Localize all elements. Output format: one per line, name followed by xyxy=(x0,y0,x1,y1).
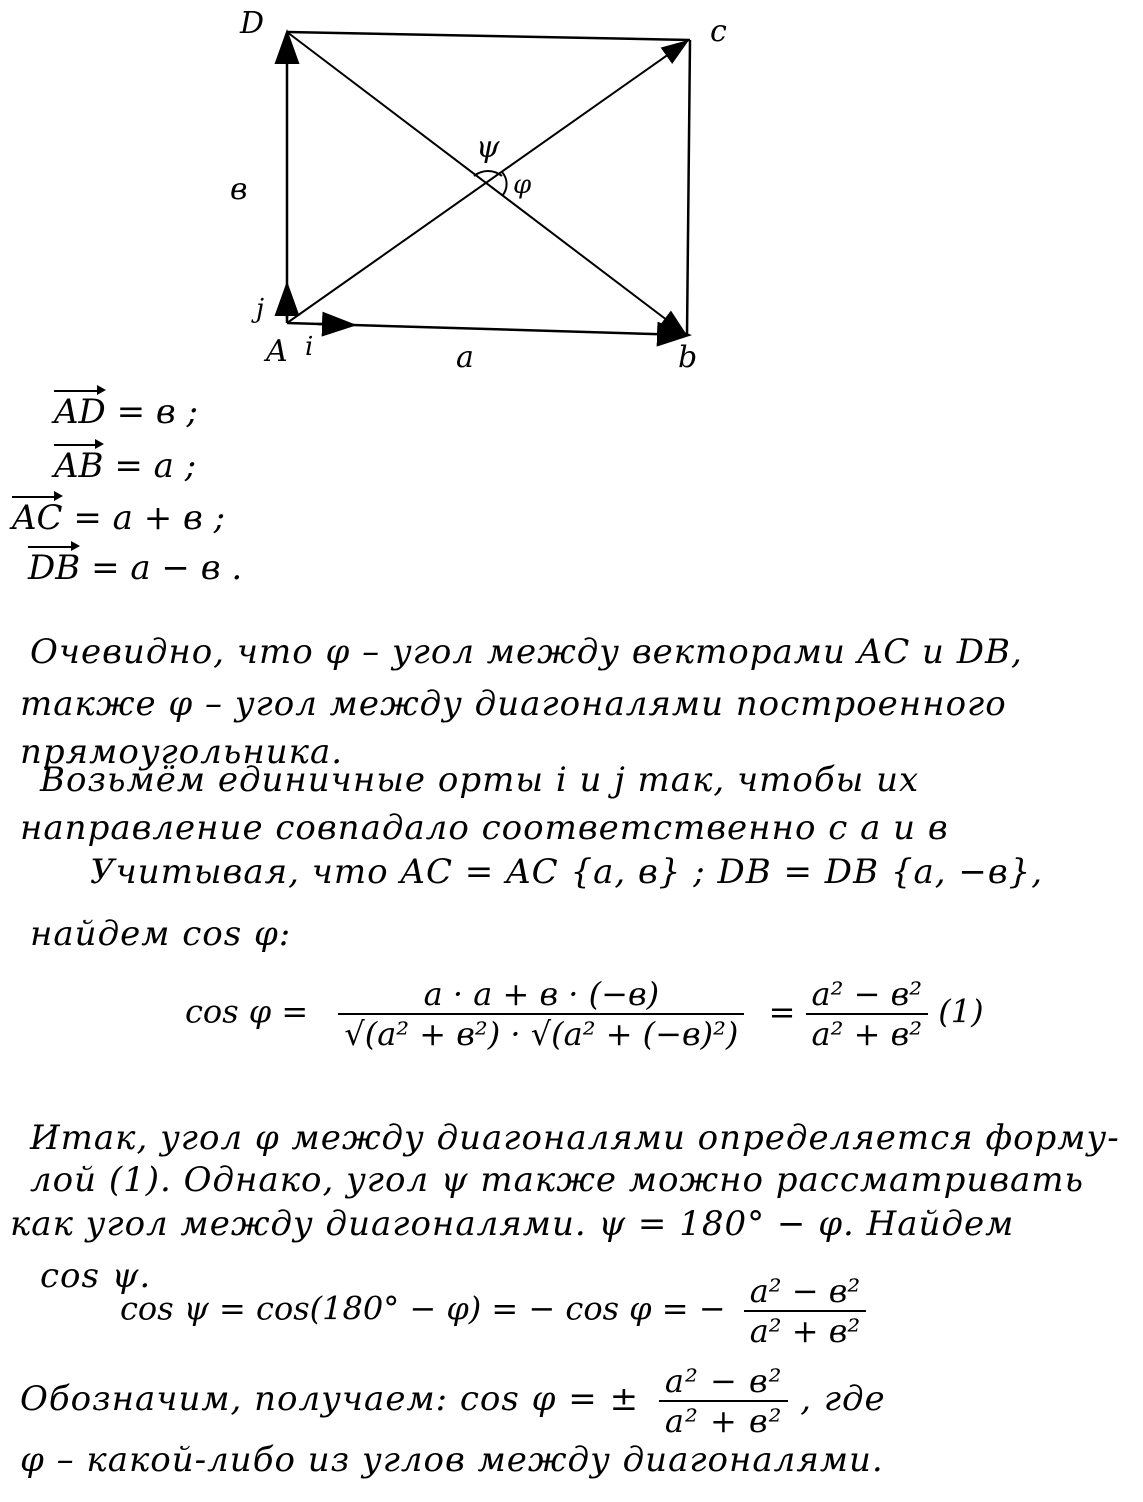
p4-line2: φ – какой-либо из углов между диагоналями. xyxy=(20,1440,884,1480)
formula-1-result-numerator: a² − в² xyxy=(811,975,923,1013)
definition-ac xyxy=(12,498,225,538)
p1-line1: Очевидно, что φ – угол между векторами AC и DB, xyxy=(30,632,1023,672)
vector-ac: AC xyxy=(12,498,63,538)
definition-ad-rhs: = в ; xyxy=(116,392,198,432)
formula-3-result xyxy=(659,1362,789,1440)
definition-ac-rhs: = a + в ; xyxy=(73,498,226,538)
side-b-label: в xyxy=(230,172,248,207)
formula-1-result xyxy=(806,975,929,1053)
p4-line1-text: Обозначим, получаем: cos φ = ± xyxy=(20,1379,640,1419)
vector-ab: AB xyxy=(54,446,104,486)
definition-ad xyxy=(54,392,198,432)
vertex-c-label: c xyxy=(710,14,727,49)
vector-db: DB xyxy=(28,548,81,588)
p2-line3: Учитывая, что AC = AC {a, в} ; DB = DB {a, −в}, xyxy=(90,852,1044,892)
formula-1-tag: (1) xyxy=(938,992,984,1031)
formula-1-result-denominator: a² + в² xyxy=(806,1013,929,1053)
definition-ab-rhs: = a ; xyxy=(114,446,197,486)
p3-line4: cos ψ. xyxy=(40,1256,152,1296)
angle-phi-label: φ xyxy=(513,170,532,200)
side-a-label: a xyxy=(456,340,474,375)
formula-2 xyxy=(120,1272,866,1350)
side-bc xyxy=(687,40,690,335)
p2-line1: Возьмём единичные орты i и j так, чтобы их xyxy=(40,760,920,800)
formula-1-numerator: a · a + в · (−в) xyxy=(423,975,660,1013)
vertex-a-label: A xyxy=(266,334,288,369)
p3-line2: лой (1). Однако, угол ψ также можно рассматривать xyxy=(30,1160,1085,1200)
angle-phi-arc xyxy=(502,172,507,196)
unit-j-label: j xyxy=(256,294,265,324)
formula-2-result-denominator: a² + в² xyxy=(744,1310,867,1350)
p2-line2: направление совпадало соответственно с a и в xyxy=(20,808,949,848)
p3-line3: как угол между диагоналями. ψ = 180° − φ. Найдем xyxy=(10,1204,1015,1244)
vector-ad: AD xyxy=(54,392,106,432)
formula-1-denominator: √(a² + в²) · √(a² + (−в)²) xyxy=(338,1013,744,1053)
p1-line2: также φ – угол между диагоналями построенного xyxy=(20,684,1007,724)
definition-ab xyxy=(54,446,196,486)
formula-2-result xyxy=(744,1272,867,1350)
formula-1 xyxy=(185,975,984,1053)
formula-1-lhs: cos φ = xyxy=(185,992,309,1031)
diagonal-db xyxy=(287,32,684,333)
vertex-d-label: D xyxy=(240,6,265,41)
p4-where: , где xyxy=(800,1379,886,1419)
formula-2-lhs: cos ψ = cos(180° − φ) = − cos φ = − xyxy=(120,1289,726,1328)
angle-psi-label: ψ xyxy=(476,130,500,165)
unit-i-vector xyxy=(318,324,352,325)
definition-db-rhs: = a − в . xyxy=(91,548,243,588)
definition-db xyxy=(28,548,242,588)
vertex-b-label: b xyxy=(678,340,698,375)
formula-2-result-numerator: a² − в² xyxy=(749,1272,861,1310)
formula-1-equals: = xyxy=(768,992,796,1031)
p2-line4: найдем cos φ: xyxy=(30,914,292,954)
p1-line3: прямоугольника. xyxy=(20,732,344,772)
formula-3-result-denominator: a² + в² xyxy=(659,1400,789,1440)
formula-1-fraction xyxy=(338,975,744,1053)
p4-line1 xyxy=(20,1362,886,1440)
side-dc xyxy=(287,32,690,40)
formula-3-result-numerator: a² − в² xyxy=(664,1362,783,1400)
unit-i-label: i xyxy=(305,332,314,362)
p3-line1: Итак, угол φ между диагоналями определяется форму- xyxy=(30,1118,1120,1158)
